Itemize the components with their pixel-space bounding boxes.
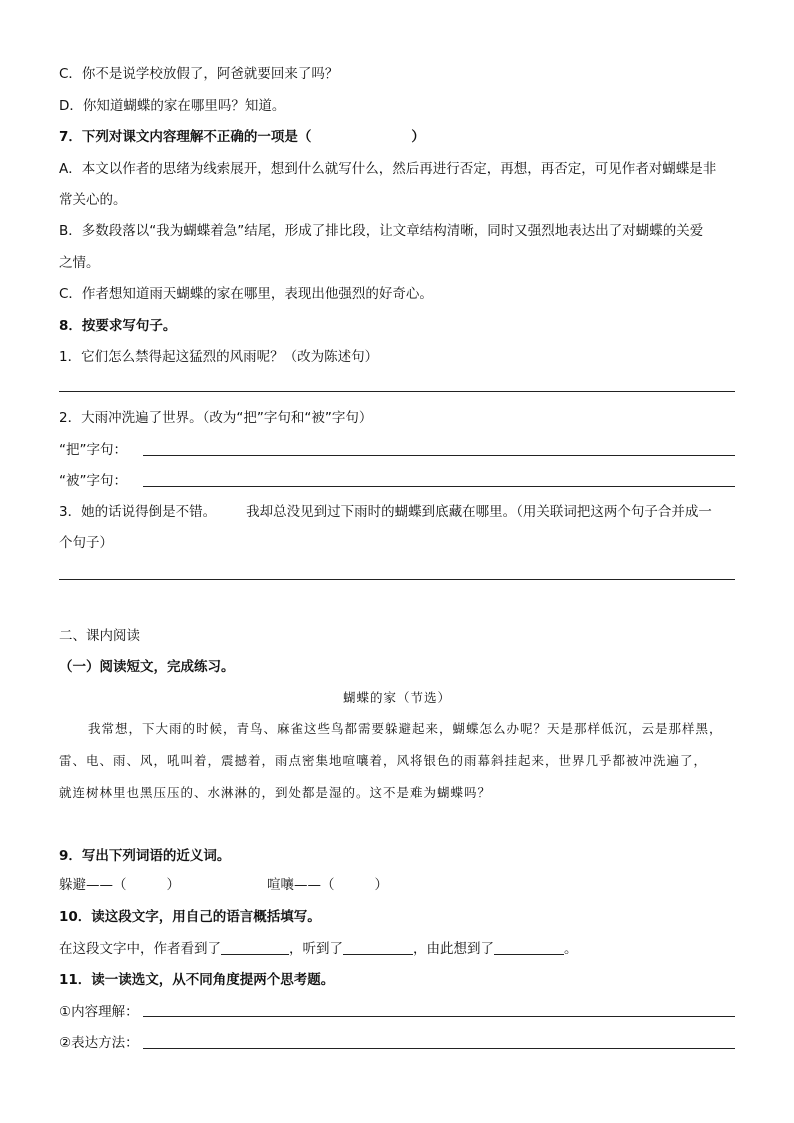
q8-item-3: 3．她的话说得倒是不错。 我却总没见到过下雨时的蝴蝶到底藏在哪里。（用关联词把这两个句子合并成一: [59, 504, 712, 520]
q10-blank-saw[interactable]: [221, 940, 289, 955]
q10-blank-heard[interactable]: [343, 940, 413, 955]
q9-title: 9．写出下列词语的近义词。: [59, 848, 231, 864]
passage-line-2: 雷、电、雨、风，吼叫着，震撼着，雨点密集地喧嚷着，风将银色的雨幕斜挂起来，世界几乎都被冲洗遍了，: [59, 753, 708, 768]
q7-option-b-cont: 之情。: [59, 255, 100, 271]
q7-title: 7．下列对课文内容理解不正确的一项是（ ）: [59, 129, 425, 145]
q6-option-d: D．你知道蝴蝶的家在哪里吗？知道。: [59, 98, 286, 114]
q11-answer-line-expression[interactable]: [143, 1048, 735, 1049]
q11-label-expression: ②表达方法：: [59, 1035, 139, 1051]
q11-title: 11．读一读选文，从不同角度提两个思考题。: [59, 972, 335, 988]
q7-option-a: A．本文以作者的思绪为线索展开，想到什么就写什么，然后再进行否定，再想，再否定，可见作者对蝴蝶是非: [59, 161, 717, 177]
q8-answer-line-1[interactable]: [59, 391, 735, 392]
passage-line-3: 就连树林里也黑压压的、水淋淋的，到处都是湿的。这不是难为蝴蝶吗？: [59, 785, 492, 800]
q7-option-a-cont: 常关心的。: [59, 192, 127, 208]
passage-line-1: 我常想，下大雨的时候，青鸟、麻雀这些鸟都需要躲避起来，蝴蝶怎么办呢？天是那样低沉，云是那样黑，: [88, 721, 723, 736]
q8-ba-answer-line[interactable]: [143, 455, 735, 456]
section-heading: 二、课内阅读: [59, 628, 140, 644]
section-subheading: （一）阅读短文，完成练习。: [59, 659, 235, 675]
q8-item-1: 1．它们怎么禁得起这猛烈的风雨呢？（改为陈述句）: [59, 349, 379, 365]
q9-word-2: 喧嚷——（ ）: [267, 877, 388, 893]
passage-title: 蝴蝶的家（节选）: [342, 690, 451, 705]
q9-word-1: 躲避——（ ）: [59, 877, 180, 893]
q8-title: 8．按要求写句子。: [59, 318, 177, 334]
q7-option-c: C．作者想知道雨天蝴蝶的家在哪里，表现出他强烈的好奇心。: [59, 286, 433, 302]
q6-option-c: C．你不是说学校放假了，阿爸就要回来了吗？: [59, 66, 339, 82]
q8-bei-label: “被”字句：: [59, 473, 127, 489]
q11-label-content: ①内容理解：: [59, 1004, 139, 1020]
q8-answer-line-3[interactable]: [59, 579, 735, 580]
q8-bei-answer-line[interactable]: [143, 486, 735, 487]
q10-fill-sentence: 在这段文字中，作者看到了 ，听到了 ，由此想到了 。: [59, 941, 578, 957]
q10-title: 10．读这段文字，用自己的语言概括填写。: [59, 909, 321, 925]
q8-item-2: 2．大雨冲洗遍了世界。（改为“把”字句和“被”字句）: [59, 410, 373, 426]
q11-answer-line-content[interactable]: [143, 1016, 735, 1017]
q10-blank-thought[interactable]: [494, 940, 564, 955]
q8-item-3-cont: 个句子）: [59, 535, 113, 551]
q8-ba-label: “把”字句：: [59, 442, 127, 458]
q7-option-b: B．多数段落以“我为蝴蝶着急”结尾，形成了排比段，让文章结构清晰，同时又强烈地表达出了对蝴蝶的关爱: [59, 223, 704, 239]
